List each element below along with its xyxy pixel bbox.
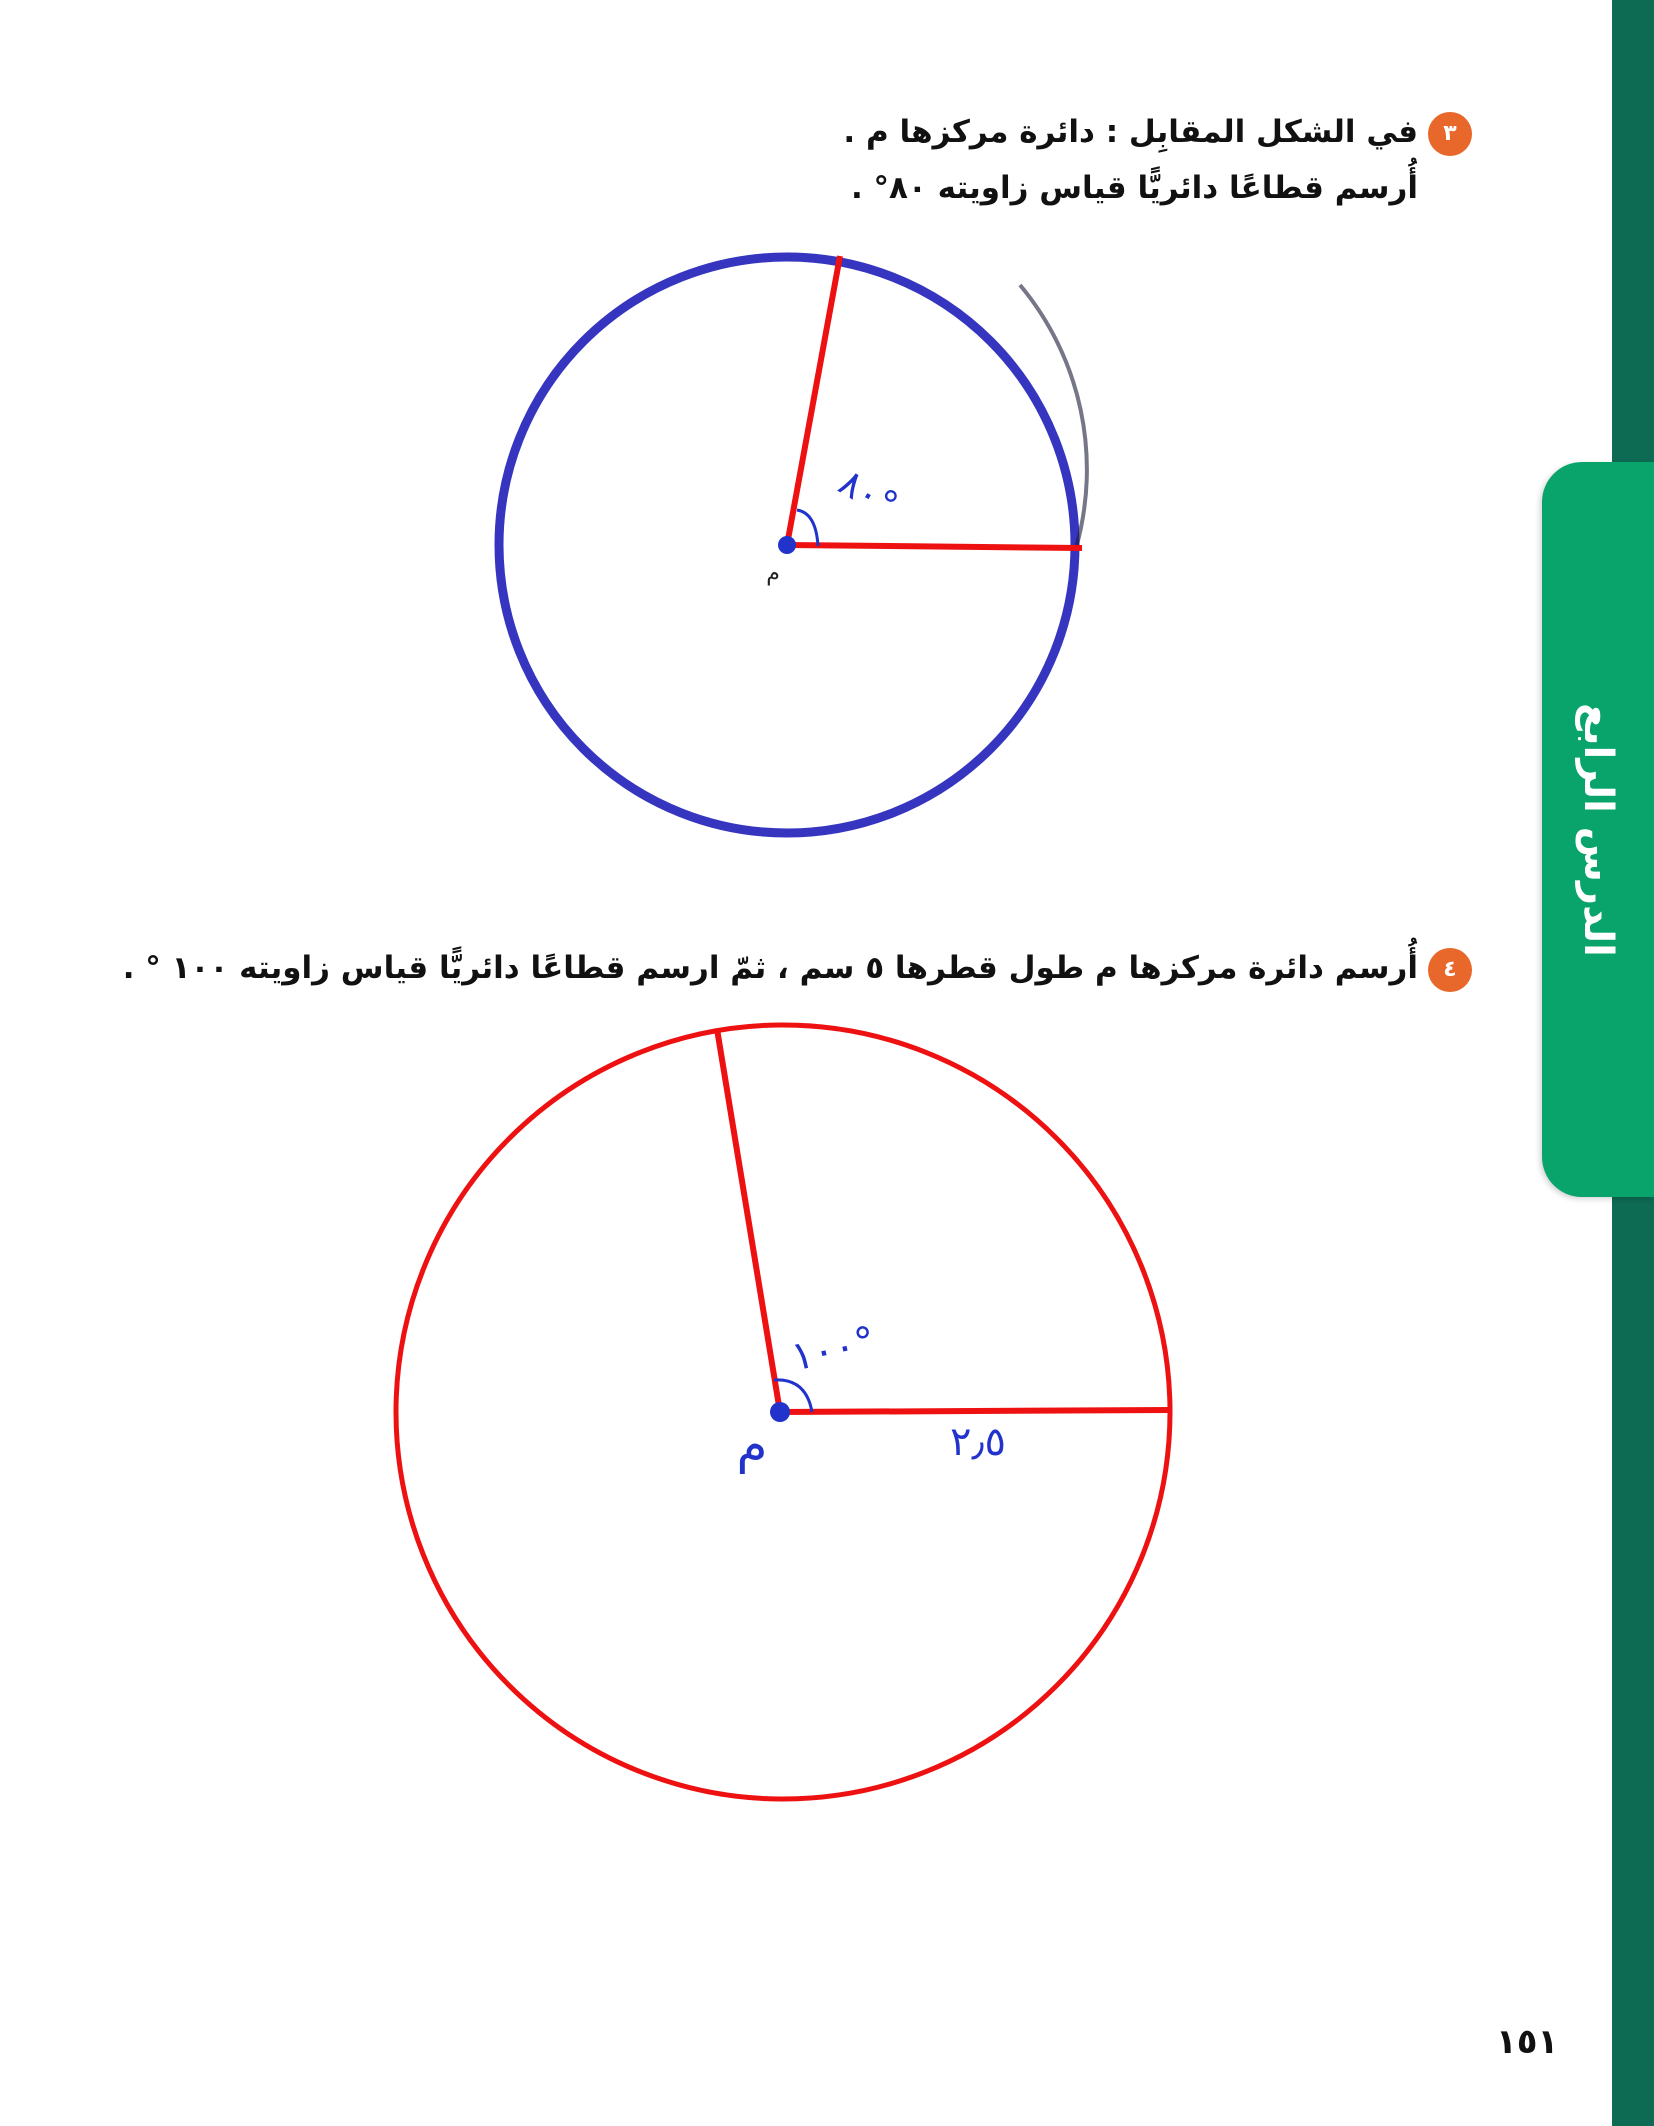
radius-label-2: ٢٫٥ (950, 1419, 1006, 1465)
angle-label-2: ١٠٠° (787, 1318, 880, 1381)
radius-2a (717, 1029, 780, 1412)
question-3-badge: ٣ (1428, 112, 1472, 156)
chapter-tab-label: الدرس الرابع (1575, 703, 1621, 957)
radius-1a (787, 256, 840, 545)
question-4-badge: ٤ (1428, 948, 1472, 992)
page-number: ١٥١ (1496, 2022, 1559, 2062)
question-3-line-2: أُرسم قطاعًا دائريًّا قياس زاويته ٨٠° . (850, 170, 1418, 206)
center-point-2 (770, 1402, 790, 1422)
angle-arc-1 (797, 510, 818, 546)
figure-2 (396, 1025, 1170, 1799)
question-3-line-1: في الشكل المقابِل : دائرة مركزها م . (843, 114, 1418, 150)
question-4-line-1: أُرسم دائرة مركزها م طول قطرها ٥ سم ، ثمّ ارسم قطاعًا دائريًّا قياس زاويته ١٠٠ ° . (122, 950, 1418, 986)
center-point-1 (778, 536, 796, 554)
radius-1b (787, 545, 1082, 548)
center-label-2: م (736, 1416, 768, 1474)
center-label-1: م (766, 561, 780, 586)
figure-1 (499, 256, 1087, 833)
angle-label-1: ٨٠° (831, 459, 906, 528)
radius-2b (780, 1410, 1170, 1412)
